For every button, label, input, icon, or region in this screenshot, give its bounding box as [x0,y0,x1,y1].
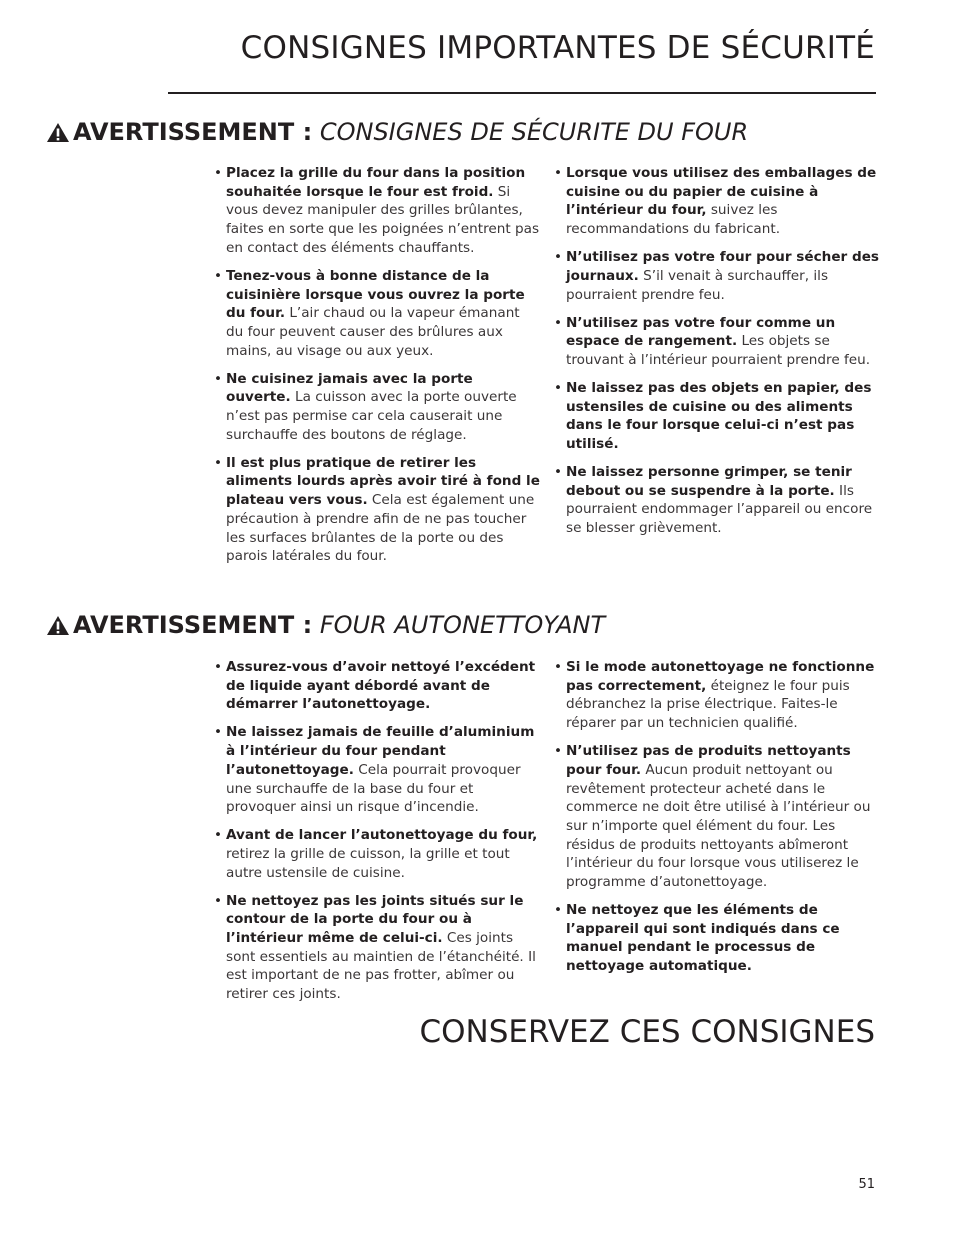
closing-heading: CONSERVEZ CES CONSIGNES [419,1014,875,1050]
list-item: • Assurez-vous d’avoir nettoyé l’excédent de liquide ayant débordé avant de démarrer l’autonettoyage. [214,658,540,714]
page-title: CONSIGNES IMPORTANTES DE SÉCURITÉ [240,30,875,66]
self-clean-right-list [554,658,882,985]
list-item: • Ne laissez personne grimper, se tenir debout ou se suspendre à la porte. Ils pourraient endommager l’appareil ou encore se blesser grièvement. [554,463,882,538]
section-heading-self-clean [46,611,605,639]
list-item: • Ne nettoyez que les éléments de l’appareil qui sont indiqués dans ce manuel pendant le processus de nettoyage automatique. [554,901,882,976]
list-item: • N’utilisez pas votre four comme un espace de rangement. Les objets se trouvant à l’intérieur pourraient prendre feu. [554,314,882,370]
warning-subject: CONSIGNES DE SÉCURITE DU FOUR [319,118,749,146]
page-number: 51 [858,1177,875,1192]
warning-triangle-icon [46,615,70,636]
list-item: • Lorsque vous utilisez des emballages de cuisine ou du papier de cuisine à l’intérieur du four, suivez les recommandations du fabricant. [554,164,882,239]
list-item: • Si le mode autonettoyage ne fonctionne pas correctement, éteignez le four puis débranchez la prise électrique. Faites-le réparer par un technicien qualifié. [554,658,882,733]
warning-triangle-icon [46,122,70,143]
warning-subject: FOUR AUTONETTOYANT [319,611,606,639]
list-item: • Ne cuisinez jamais avec la porte ouverte. La cuisson avec la porte ouverte n’est pas permise car cela causerait une surchauffe des boutons de réglage. [214,370,540,445]
list-item: • Ne laissez pas des objets en papier, des ustensiles de cuisine ou des aliments dans le four lorsque celui-ci n’est pas utilisé. [554,379,882,454]
list-item: • Tenez-vous à bonne distance de la cuisinière lorsque vous ouvrez la porte du four. L’air chaud ou la vapeur émanant du four peuvent causer des brûlures aux mains, au visage ou aux yeux. [214,267,540,361]
oven-safety-right-list [554,164,882,547]
list-item: • N’utilisez pas de produits nettoyants pour four. Aucun produit nettoyant ou revêtement protecteur acheté dans le commerce ne doit être utilisé à l’intérieur ou sur n’importe quel élément du four. Les résidus de produits nettoyants abîmeront l’intérieur du four lorsque vous utiliserez le programme d’autonettoyage. [554,742,882,892]
warning-label: AVERTISSEMENT : [73,118,313,146]
oven-safety-left-list [214,164,540,575]
list-item: • Avant de lancer l’autonettoyage du four, retirez la grille de cuisson, la grille et tout autre ustensile de cuisine. [214,826,540,882]
list-item: • Placez la grille du four dans la position souhaitée lorsque le four est froid. Si vous devez manipuler des grilles brûlantes, faites en sorte que les poignées n’entrent pas en contact des éléments chauffants. [214,164,540,258]
list-item: • N’utilisez pas votre four pour sécher des journaux. S’il venait à surchauffer, ils pourraient prendre feu. [554,248,882,304]
warning-label: AVERTISSEMENT : [73,611,313,639]
self-clean-left-list [214,658,540,1013]
list-item: • Ne nettoyez pas les joints situés sur le contour de la porte du four ou à l’intérieur même de celui-ci. Ces joints sont essentiels au maintien de l’étanchéité. Il est important de ne pas frotter, abîmer ou retirer ces joints. [214,892,540,1004]
list-item: • Il est plus pratique de retirer les aliments lourds après avoir tiré à fond le plateau vers vous. Cela est également une précaution à prendre afin de ne pas toucher les surfaces brûlantes de la porte ou des parois latérales du four. [214,454,540,566]
title-rule [168,92,876,94]
list-item: • Ne laissez jamais de feuille d’aluminium à l’intérieur du four pendant l’autonettoyage. Cela pourrait provoquer une surchauffe de la base du four et provoquer ainsi un risque d’incendie. [214,723,540,817]
section-heading-oven-safety [46,118,748,146]
